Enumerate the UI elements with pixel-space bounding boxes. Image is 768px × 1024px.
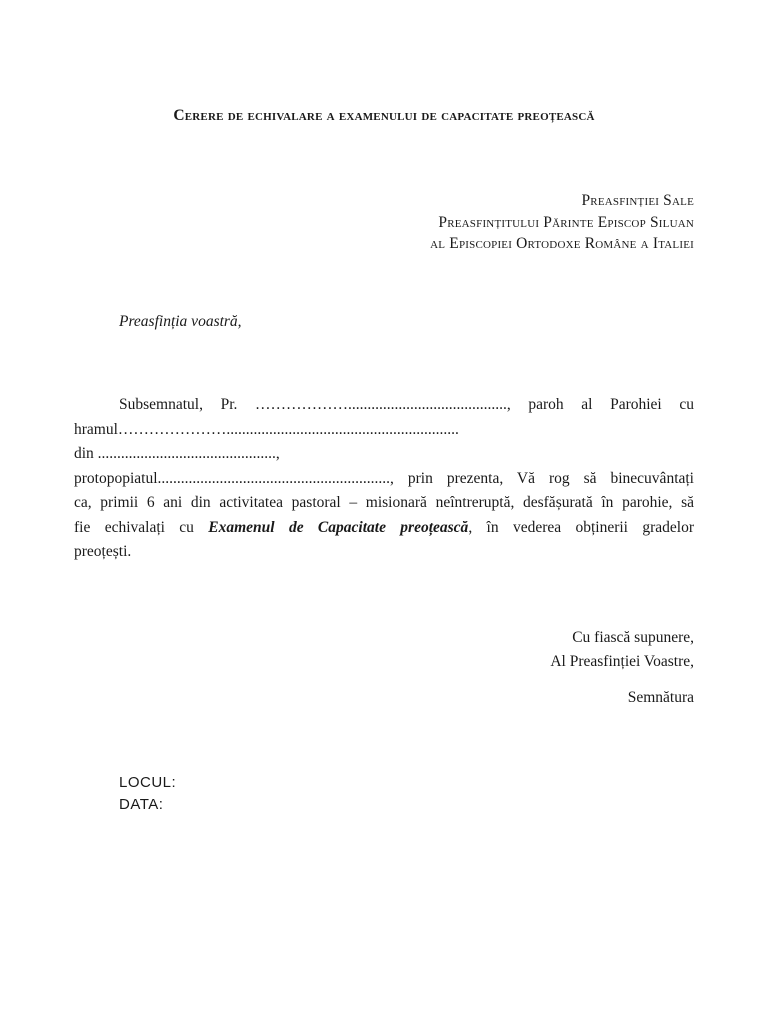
body-line-4 bbox=[74, 467, 694, 492]
body-line-4-end: prin prezenta, Vă rog să binecuvântați bbox=[393, 469, 694, 487]
body-line-1-end: paroh al Parohiei cu bbox=[510, 396, 694, 413]
body-line-6-start: fie echivalați cu bbox=[74, 518, 209, 536]
body-line-1-start: Subsemnatul, Pr. bbox=[119, 396, 255, 413]
addressee-line-2: Preasfințitului Părinte Episcop Siluan bbox=[438, 213, 694, 231]
place-label: LOCUL: bbox=[119, 774, 177, 791]
deanery-blank: protopopiatul............................................................, bbox=[74, 469, 394, 487]
date-label: DATA: bbox=[119, 796, 164, 813]
body-line-6-end: , în vederea obținerii gradelor bbox=[468, 518, 694, 536]
exam-name: Examenul de Capacitate preoțească bbox=[208, 518, 469, 536]
addressee-block bbox=[430, 190, 694, 255]
body-line-1 bbox=[74, 393, 694, 418]
salutation: Preasfinția voastră, bbox=[119, 313, 242, 330]
closing-block bbox=[550, 626, 694, 674]
closing-line-2: Al Preasfinției Voastre, bbox=[550, 653, 694, 670]
locality-line: din .............................................., bbox=[74, 445, 280, 462]
addressee-line-3: al Episcopiei Ortodoxe Române a Italiei bbox=[430, 235, 694, 252]
body-line-5: ca, primii 6 ani din activitatea pastoral – misionară neîntreruptă, desfășurată în parohie, să bbox=[74, 494, 694, 511]
addressee-line-1: Preasfinției Sale bbox=[581, 192, 694, 209]
request-body bbox=[74, 393, 694, 565]
body-line-7: preoțești. bbox=[74, 543, 132, 560]
document-title: Cerere de echivalare a examenului de capacitate preoțească bbox=[173, 107, 595, 124]
body-line-6 bbox=[74, 516, 694, 541]
priest-name-blank: ………………........................................., bbox=[255, 396, 511, 413]
closing-line-1: Cu fiască supunere, bbox=[572, 629, 694, 646]
place-date-block bbox=[119, 772, 176, 816]
signature-label: Semnătura bbox=[627, 689, 694, 706]
patron-saint-line: hramul…………………............................................................ bbox=[74, 420, 459, 438]
